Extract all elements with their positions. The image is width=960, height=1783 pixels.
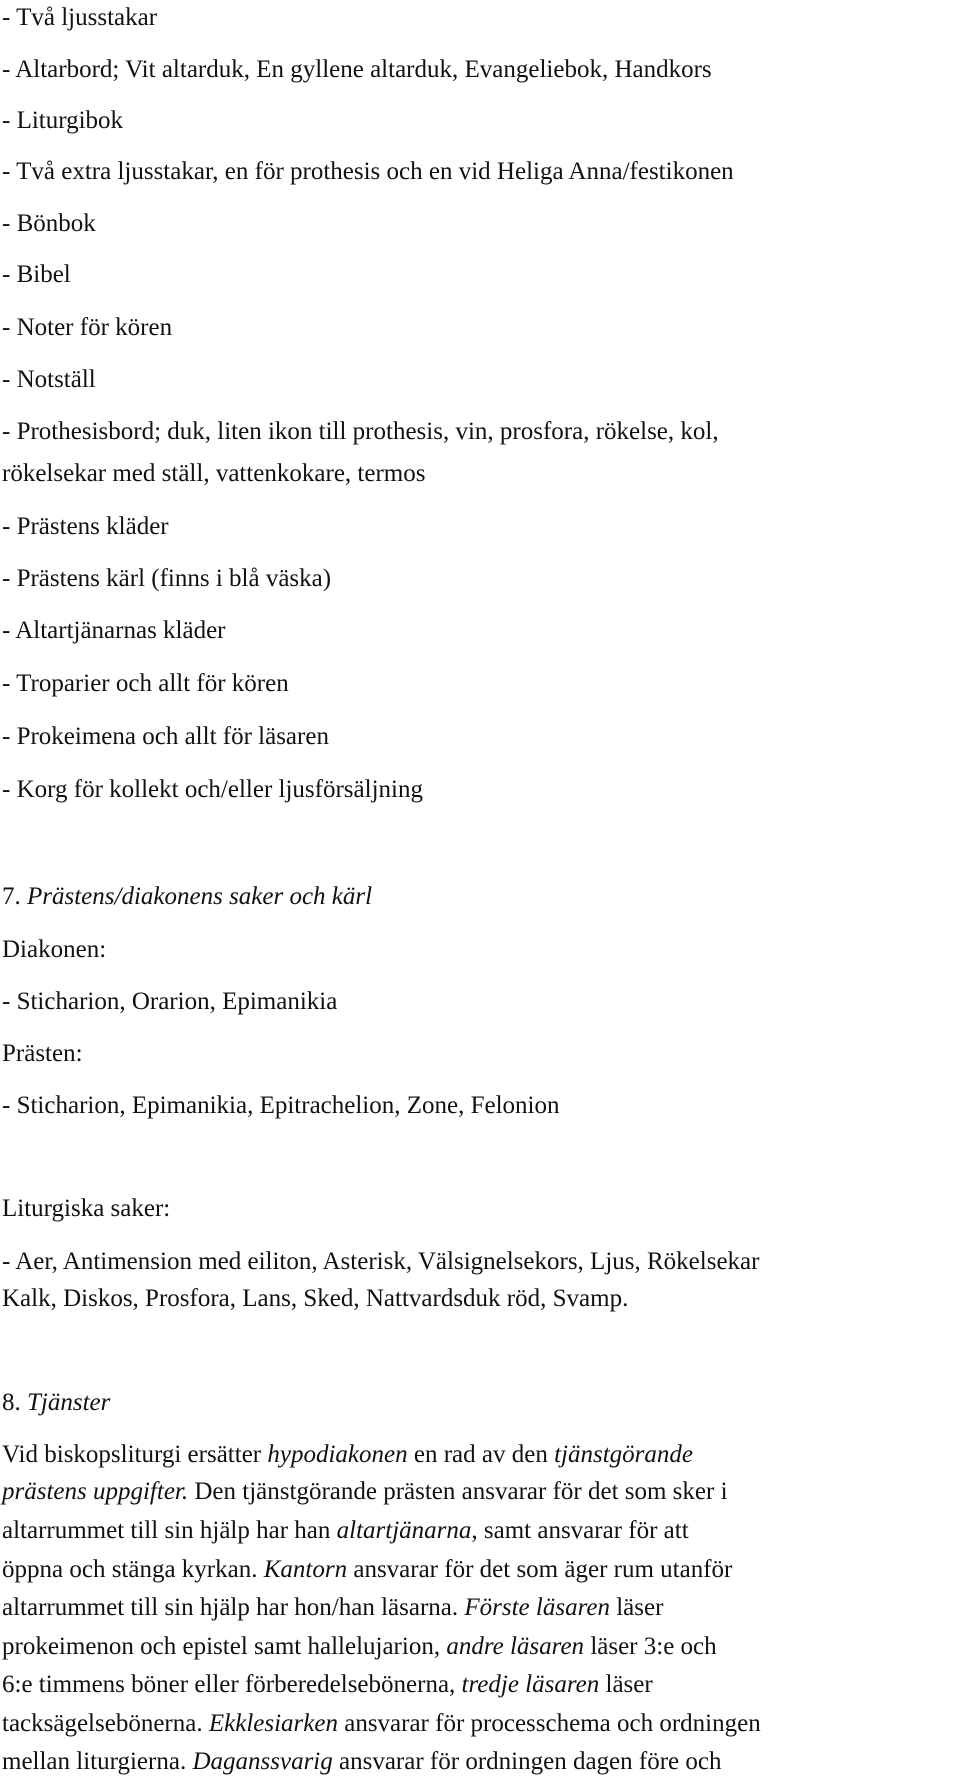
liturgical-items-continuation: Kalk, Diskos, Prosfora, Lans, Sked, Nattvardsduk röd, Svamp. (2, 1285, 629, 1312)
text-run: öppna och stänga kyrkan. (2, 1556, 264, 1583)
list-item: - Prothesisbord; duk, liten ikon till prothesis, vin, prosfora, rökelse, kol, (2, 418, 719, 445)
text-run: läser (599, 1671, 653, 1698)
list-item: - Troparier och allt för kören (2, 670, 289, 697)
role-term: altartjänarna (336, 1517, 472, 1544)
section-8-heading (2, 1388, 110, 1418)
text-run: en rad av den (407, 1441, 555, 1468)
paragraph-line (2, 1440, 693, 1470)
paragraph-line (2, 1516, 689, 1546)
liturgical-label: Liturgiska saker: (2, 1195, 171, 1222)
role-term: Kantorn (263, 1556, 348, 1583)
list-item: - Två extra ljusstakar, en för prothesis och en vid Heliga Anna/festikonen (2, 158, 734, 185)
deacon-items: - Sticharion, Orarion, Epimanikia (2, 988, 338, 1015)
paragraph-line (2, 1747, 722, 1777)
text-run: ansvarar för ordningen dagen före och (332, 1748, 722, 1775)
list-item: - Prästens kärl (finns i blå väska) (2, 565, 332, 592)
list-item: - Bibel (2, 261, 71, 288)
text-run: 6:e timmens böner eller förberedelsebönerna, (2, 1671, 462, 1698)
paragraph-line (2, 1477, 728, 1507)
list-item: - Två ljusstakar (2, 4, 158, 31)
section-number: 8. (2, 1389, 21, 1416)
list-item: - Altartjänarnas kläder (2, 617, 226, 644)
list-item: - Prästens kläder (2, 513, 169, 540)
list-item: - Notställ (2, 366, 96, 393)
role-term: andre läsaren (446, 1633, 585, 1660)
section-title: Tjänster (27, 1389, 111, 1416)
paragraph-line (2, 1670, 653, 1700)
role-term: Förste läsaren (464, 1594, 610, 1621)
section-title: Prästens/diakonens saker och kärl (27, 883, 373, 910)
list-item: - Korg för kollekt och/eller ljusförsäljning (2, 776, 423, 803)
section-number: 7. (2, 883, 21, 910)
list-item: - Prokeimena och allt för läsaren (2, 723, 329, 750)
list-item: - Altarbord; Vit altarduk, En gyllene altarduk, Evangeliebok, Handkors (2, 56, 712, 83)
deacon-label: Diakonen: (2, 936, 107, 963)
list-item-continuation: rökelsekar med ställ, vattenkokare, termos (2, 460, 426, 487)
paragraph-line (2, 1632, 717, 1662)
list-item: - Liturgibok (2, 107, 124, 134)
text-run: tacksägelsebönerna. (2, 1710, 209, 1737)
priest-label: Prästen: (2, 1040, 83, 1067)
paragraph-line (2, 1555, 732, 1585)
text-run: Vid biskopsliturgi ersätter (2, 1441, 268, 1468)
section-7-heading (2, 882, 372, 912)
text-run: ansvarar för processchema och ordningen (337, 1710, 761, 1737)
text-run: prokeimenon och epistel samt hallelujarion, (2, 1633, 447, 1660)
list-item: - Bönbok (2, 210, 96, 237)
liturgical-items: - Aer, Antimension med eiliton, Asterisk, Välsignelsekors, Ljus, Rökelsekar (2, 1248, 760, 1275)
list-item: - Noter för kören (2, 314, 173, 341)
role-term: Ekklesiarken (208, 1710, 338, 1737)
role-term: prästens uppgifter. (2, 1478, 189, 1505)
text-run: altarrummet till sin hjälp har hon/han läsarna. (2, 1594, 465, 1621)
text-run: mellan liturgierna. (2, 1748, 193, 1775)
priest-items: - Sticharion, Epimanikia, Epitrachelion, Zone, Felonion (2, 1092, 560, 1119)
paragraph-line (2, 1709, 761, 1739)
text-run: läser (609, 1594, 664, 1621)
role-term: hypodiakonen (267, 1441, 408, 1468)
role-term: Daganssvarig (192, 1748, 333, 1775)
text-run: läser 3:e och (584, 1633, 717, 1660)
role-term: tredje läsaren (461, 1671, 600, 1698)
role-term: tjänstgörande (554, 1441, 693, 1468)
text-run: Den tjänstgörande prästen ansvarar för det som sker i (188, 1478, 728, 1505)
text-run: , samt ansvarar för att (471, 1517, 689, 1544)
text-run: ansvarar för det som äger rum utanför (347, 1556, 733, 1583)
text-run: altarrummet till sin hjälp har han (2, 1517, 337, 1544)
paragraph-line (2, 1593, 663, 1623)
